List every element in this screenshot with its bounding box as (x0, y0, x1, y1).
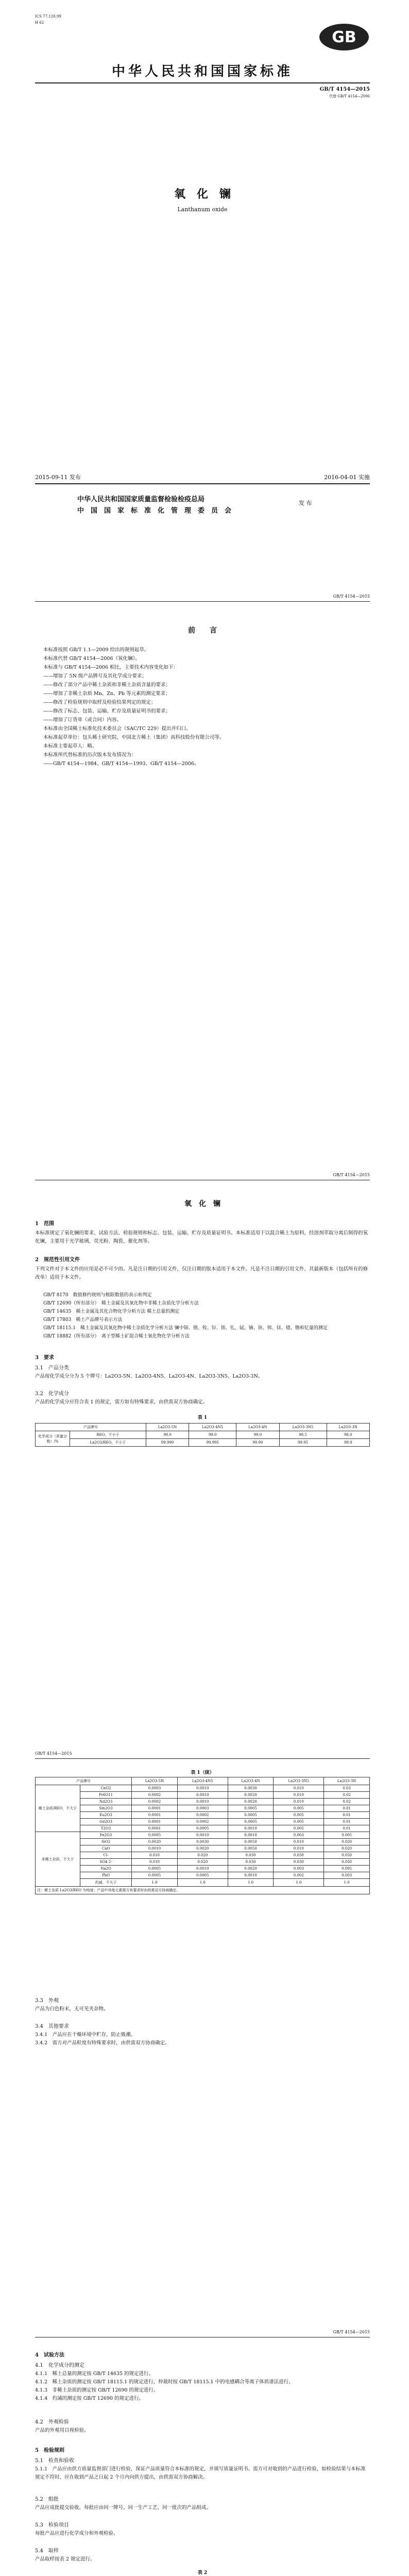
table-cell: 0.0010 (132, 1845, 178, 1852)
table-cell: 0.0010 (177, 1832, 228, 1839)
table-row (36, 1825, 370, 1832)
table-cell: 0.0030 (228, 1785, 274, 1792)
national-standard-title: 中华人民共和国国家标准 (111, 64, 293, 79)
section-4-2-heading: 4.2 外观检验 (35, 2419, 69, 2425)
table-cell: 0.010 (132, 1852, 178, 1859)
table-header-cell: La2O3-4N (236, 1423, 279, 1431)
table-group-label: 稀土杂质/REO，不大于 (36, 1785, 80, 1832)
section-3-3-heading: 3.3 外观 (35, 1998, 59, 2004)
table-1-part-b (35, 1777, 370, 1894)
table-cell: 0.0002 (177, 1819, 228, 1825)
header-rule (35, 601, 370, 602)
table-cell: 98.0 (327, 1431, 369, 1439)
table-cell: 0.0005 (228, 1819, 274, 1825)
table-cell: 99.95 (279, 1439, 327, 1447)
table-cell: 0.010 (274, 1839, 324, 1845)
table-cell: 灼减，不大于 (80, 1879, 132, 1887)
table-header-cell: La2O3-3N (327, 1423, 369, 1431)
table-cell: La2O3/REO，不小于 (70, 1439, 146, 1447)
table-cell: 0.0020 (177, 1845, 228, 1852)
table-row (36, 1852, 370, 1859)
table-cell: 1.0 (228, 1879, 274, 1887)
table-row (36, 1859, 370, 1866)
table-cell: 0.0010 (228, 1872, 274, 1879)
foreword-line: ——修改了标志、包装、运输、贮存及质量证明书的要求； (43, 708, 171, 714)
table-cell: SiO2 (80, 1839, 132, 1845)
ccs-code: H 62 (35, 21, 44, 25)
table-cell: 0.030 (274, 1859, 324, 1866)
table-row (36, 1819, 370, 1825)
table-cell: CaO (80, 1845, 132, 1852)
section-5-1-text: 5.1.1 产品应由供方质量监督部门进行检验，保证产品质量符合本标准的规定，并填写质量证明书。需方可对收到的产品进行检验，如检验结果与本标准规定不符时，应在收到产品之日起 2 个月内向供方提出，由供需双方协商解决。 (35, 2466, 366, 2480)
section-5-2-heading: 5.2 组批 (35, 2497, 59, 2502)
table-row (36, 1832, 370, 1839)
table-cell: Fe2O3 (80, 1832, 132, 1839)
clause-line: 3.4.1 产品应在干燥环境中贮存，防止吸潮。 (35, 2032, 136, 2038)
table-cell: 0.0020 (132, 1839, 178, 1845)
table-cell: 0.0010 (177, 1785, 228, 1792)
document-title-cn: 氧 化 镧 (174, 188, 231, 201)
table-cell: 0.0010 (228, 1825, 274, 1832)
body-page-2 (0, 1736, 409, 2315)
section-3-2-heading: 3.2 化学成分 (35, 1391, 69, 1397)
table-cell: Pr6O11 (80, 1792, 132, 1799)
page-header-std-no: GB/T 4154—2015 (35, 1751, 72, 1756)
table-note-row (36, 1887, 370, 1894)
table-cell: 0.003 (274, 1866, 324, 1872)
reference-item: GB/T 17803 稀土产品牌号表示方法 (43, 1317, 123, 1323)
issuer-line-1: 中华人民共和国国家质量监督检验检疫总局 (77, 496, 205, 503)
page-header-std-no: GB/T 4154—2015 (333, 594, 370, 599)
table-cell: 0.0001 (132, 1805, 178, 1812)
section-3-heading: 3 要求 (35, 1355, 54, 1361)
table-cell: 0.030 (228, 1852, 274, 1859)
table-cell: REO，不小于 (70, 1431, 146, 1439)
table-cell: 0.050 (324, 1852, 370, 1859)
table-header-cell: La2O3-3N5 (274, 1777, 324, 1785)
table-2-caption: 表 2 (197, 2570, 208, 2575)
body-page-1 (0, 1157, 409, 1736)
table-row (36, 1845, 370, 1852)
clause-line: 3.4.2 需方对产品粒度有特殊要求时，由供需双方协商确定。 (35, 2040, 170, 2046)
table-cell: 0.0020 (228, 1866, 274, 1872)
reference-item: GB/T 14635 稀土金属及其化合物化学分析方法 稀土总量的测定 (43, 1309, 180, 1314)
section-3-4-heading: 3.4 其他要求 (35, 2024, 69, 2029)
foreword-line: ——修改了部分产品中稀土杂质和非稀土杂质含量的要求； (43, 682, 171, 688)
table-cell: 0.0005 (132, 1872, 178, 1879)
section-4-1-body (35, 2370, 370, 2403)
table-cell: 0.0020 (228, 1792, 274, 1799)
table-header-cell: La2O3-3N5 (279, 1423, 327, 1431)
section-4-heading: 4 试验方法 (35, 2352, 64, 2358)
table-1-caption: 表 1 (197, 1415, 208, 1420)
section-2-heading: 2 规范性引用文件 (35, 1257, 80, 1263)
table-row (36, 1792, 370, 1799)
reference-item: GB/T 8170 数值修约规则与极限数值的表示和判定 (43, 1293, 152, 1298)
table-cell: 0.0005 (177, 1872, 228, 1879)
table-cell: 0.0002 (132, 1799, 178, 1805)
cover-page (0, 0, 409, 579)
foreword-line: 本标准所代替标准的历次版本发布情况为： (43, 752, 137, 758)
table-cell: 99.0 (236, 1431, 279, 1439)
foreword-line: ——GB/T 4154—1984、GB/T 4154—1993、GB/T 4154—2006。 (43, 761, 199, 767)
table-group-label: 非稀土杂质，不大于 (36, 1832, 80, 1887)
table-cell: 0.02 (324, 1799, 370, 1805)
table-row (36, 1812, 370, 1819)
table-cell: 0.002 (274, 1872, 324, 1879)
table-cell: Nd2O3 (80, 1799, 132, 1805)
page-header-std-no: GB/T 4154—2015 (333, 2330, 370, 2334)
foreword-title: 前 言 (188, 626, 217, 635)
document-title-en: Lanthanum oxide (177, 206, 228, 213)
table-cell: 0.0020 (228, 1799, 274, 1805)
table-cell: 1.0 (132, 1879, 178, 1887)
section-5-3-heading: 5.3 检验项目 (35, 2522, 69, 2528)
section-5-3-text: 每批产品应进行化学成分和外观检验。 (35, 2531, 118, 2536)
foreword-line: ——增加了订货单（或合同）内容。 (43, 717, 122, 723)
foreword-line: ——增加了 5N 级产品牌号及其化学成分要求； (43, 673, 147, 679)
table-cell: 0.0001 (132, 1812, 178, 1819)
table-cell: 0.0010 (177, 1799, 228, 1805)
table-cell: 0.005 (324, 1866, 370, 1872)
table-row (36, 1439, 370, 1447)
table-cell: 0.010 (274, 1792, 324, 1799)
table-cell: 0.0001 (132, 1825, 178, 1832)
table-cell: 0.005 (274, 1805, 324, 1812)
table-cell: 0.0005 (228, 1805, 274, 1812)
table-cell: 0.020 (324, 1839, 370, 1845)
table-cell: 0.0050 (228, 1845, 274, 1852)
issuer-line-2: 中 国 国 家 标 准 化 管 理 委 员 会 (77, 507, 232, 515)
table-cell: 0.0010 (177, 1866, 228, 1872)
section-3-3-text: 产品为白色粉末，无可见夹杂物。 (35, 2006, 109, 2012)
table-row (36, 1805, 370, 1812)
clause-line: 4.1.2 稀土杂质的测定按 GB/T 18115.1 的规定进行，仲裁时按 GB/T 18115.1 中的电感耦合等离子体质谱法进行。 (35, 2379, 294, 2385)
clause-line: 4.1.3 非稀土杂质的测定按 GB/T 12690 的规定进行。 (35, 2387, 159, 2393)
table-header-cell: La2O3-5N (132, 1777, 178, 1785)
table-header-cell: 产品牌号 (36, 1777, 132, 1785)
table-cell: 0.005 (274, 1819, 324, 1825)
replaces-note: 代替 GB/T 4154—2006 (329, 94, 370, 98)
table-cell: 0.0030 (177, 1839, 228, 1845)
table-cell: 0.030 (274, 1852, 324, 1859)
table-cell: 0.020 (324, 1845, 370, 1852)
foreword-line: ——修改了检验规则中取样及检验结果判定的规定； (43, 700, 156, 705)
table-row (36, 1879, 370, 1887)
table-header-cell: La2O3-4N5 (189, 1423, 236, 1431)
implementation-date: 2016-04-01 实施 (324, 474, 370, 481)
page-header-std-no: GB/T 4154—2015 (333, 1173, 370, 1177)
table-row (36, 1872, 370, 1879)
table-note: 注：稀土杂质 La2O3/REO 为纯度；产品中其他元素需方有要求时由供需双方协商确定。 (36, 1887, 370, 1894)
table-cell: 0.0010 (228, 1832, 274, 1839)
table-header-row (36, 1777, 370, 1785)
table-header-cell: La2O3-4N (228, 1777, 274, 1785)
body-page-3 (0, 2314, 409, 2576)
table-row (36, 1431, 370, 1439)
table-cell: 0.010 (132, 1859, 178, 1866)
table-cell: 0.0003 (177, 1805, 228, 1812)
section-1-heading: 1 范围 (35, 1221, 54, 1227)
foreword-line: 本标准主要起草人：略。 (43, 743, 97, 749)
table-cell: 0.0050 (228, 1839, 274, 1845)
table-cell: 0.005 (274, 1812, 324, 1819)
ics-code: ICS 77.120.99 (35, 14, 61, 19)
table-row-label: 化学成分（质量分数）/% (36, 1431, 70, 1447)
table-cell: 0.005 (274, 1825, 324, 1832)
section-5-2-text: 产品应成批提交验收，每批应由同一牌号、同一生产工艺、同一批次的产品组成。 (35, 2505, 212, 2511)
table-cell: 0.0005 (228, 1812, 274, 1819)
cover-rule-bottom (35, 483, 370, 484)
table-cell: 0.0002 (132, 1792, 178, 1799)
foreword-line: ——增加了非稀土杂质 Mn、Zn、Pb 等元素的测定要求； (43, 691, 171, 697)
table-cell: 0.010 (274, 1799, 324, 1805)
table-cell: PbO (80, 1872, 132, 1879)
table-cell: 99.995 (189, 1439, 236, 1447)
body-title: 氧 化 镧 (184, 1200, 220, 1208)
table-header-cell: 产品牌号 (36, 1423, 146, 1431)
clause-line: 4.1.1 稀土总量的测定按 GB/T 14635 的规定进行。 (35, 2371, 154, 2377)
table-cell: CeO2 (80, 1785, 132, 1792)
table-cell: Sm2O3 (80, 1805, 132, 1812)
table-cell: 0.005 (324, 1832, 370, 1839)
foreword-line: 本标准代替 GB/T 4154—2006《氧化镧》。 (43, 656, 140, 662)
reference-item: GB/T 18882（所有部分） 离子型稀土矿混合稀土氧化物化学分析方法 (43, 1334, 190, 1339)
table-cell: 98.5 (279, 1431, 327, 1439)
table-cell: 0.0005 (177, 1825, 228, 1832)
table-cell: 99.9 (327, 1439, 369, 1447)
section-3-2-text: 产品的化学成分应符合表 1 的规定，需方如有特殊要求，由供需双方协商确定。 (35, 1399, 208, 1405)
table-cell: Gd2O3 (80, 1819, 132, 1825)
section-4-2-text: 产品的外观用目视检验。 (35, 2428, 89, 2433)
table-row (36, 1866, 370, 1872)
table-cell: SO4 2- (80, 1859, 132, 1866)
table-cell: 99.99 (236, 1439, 279, 1447)
table-cell: 0.0001 (132, 1819, 178, 1825)
table-cell: 0.01 (324, 1825, 370, 1832)
table-header-cell: La2O3-5N (146, 1423, 189, 1431)
section-2-intro: 下列文件对于本文件的应用是必不可少的。凡是注日期的引用文件，仅注日期的版本适用于本文件。凡是不注日期的引用文件，其最新版本（包括所有的修改单）适用于本文件。 (35, 1266, 368, 1280)
table-header-cell: La2O3-3N (324, 1777, 370, 1785)
section-4-1-heading: 4.1 化学成分的测定 (35, 2363, 84, 2368)
table-cell: 0.03 (324, 1785, 370, 1792)
table-cell: 0.030 (228, 1859, 274, 1866)
section-5-1-heading: 5.1 检查和验收 (35, 2458, 74, 2464)
clause-line: 4.1.4 灼减的测定按 GB/T 12690 的规定进行。 (35, 2396, 144, 2401)
issue-date: 2015-09-11 发布 (35, 474, 81, 481)
table-cell: 0.010 (274, 1845, 324, 1852)
standard-number: GB/T 4154—2015 (319, 87, 370, 92)
table-cell: 1.0 (324, 1879, 370, 1887)
foreword-page (0, 579, 409, 1158)
table-header-row (36, 1423, 370, 1431)
issuer-suffix: 发 布 (299, 500, 312, 506)
table-cell: 0.0005 (132, 1866, 178, 1872)
section-3-4-body (35, 2031, 370, 2047)
section-3-1-text: 产品按化学成分分为 5 个牌号：La2O3-5N、La2O3-4N5、La2O3-4N、La2O3-3N5、La2O3-3N。 (35, 1374, 263, 1379)
table-cell: 0.020 (177, 1859, 228, 1866)
table-cell: 0.003 (274, 1832, 324, 1839)
table-cell: Y2O3 (80, 1825, 132, 1832)
foreword-line: 本标准由全国稀土标准化技术委员会（SAC/TC 229）提出并归口。 (43, 726, 191, 732)
table-cell: 1.0 (274, 1879, 324, 1887)
table-cell: Na2O (80, 1866, 132, 1872)
section-5-4-heading: 5.4 取样 (35, 2548, 59, 2554)
table-cell: Eu2O3 (80, 1812, 132, 1819)
table-cell: 0.0005 (132, 1832, 178, 1839)
table-cell: Cl- (80, 1852, 132, 1859)
foreword-line: 本标准与 GB/T 4154—2006 相比，主要技术内容变化如下： (43, 665, 179, 670)
header-rule (35, 1758, 370, 1759)
foreword-line: 本标准按照 GB/T 1.1—2009 给出的规则起草。 (43, 647, 149, 653)
table-1-continued-caption: 表 1（续） (191, 1770, 214, 1775)
foreword-line: 本标准起草单位：包头稀土研究院、中国北方稀土（集团）高科技股份有限公司等。 (43, 735, 225, 740)
table-cell: 0.01 (324, 1819, 370, 1825)
table-header-cell: La2O3-4N5 (177, 1777, 228, 1785)
table-cell: 1.0 (177, 1879, 228, 1887)
table-cell: 0.01 (324, 1812, 370, 1819)
foreword-body (43, 646, 368, 768)
table-row (36, 1785, 370, 1792)
table-cell: 0.020 (177, 1852, 228, 1859)
table-1-part-a (35, 1423, 370, 1447)
table-cell: 99.999 (146, 1439, 189, 1447)
table-row (36, 1799, 370, 1805)
table-row (36, 1839, 370, 1845)
cover-rule-top (35, 82, 370, 83)
table-cell: 99.0 (189, 1431, 236, 1439)
normative-references (43, 1291, 368, 1341)
gb-logo (318, 23, 370, 52)
section-1-text: 本标准规定了氧化镧的要求、试验方法、检验规则和标志、包装、运输、贮存及质量证明书。本标准适用于以混合稀土为原料，经溶剂萃取分离后制得的氧化镧，主要用于光学玻璃、荧光粉、陶瓷、催化剂等。 (35, 1230, 368, 1244)
section-5-heading: 5 检验规则 (35, 2448, 64, 2453)
table-cell: 0.01 (324, 1805, 370, 1812)
table-cell: 0.050 (324, 1859, 370, 1866)
reference-item: GB/T 12690（所有部分） 稀土金属及其氧化物中非稀土杂质化学分析方法 (43, 1301, 199, 1306)
table-cell: 0.0010 (177, 1792, 228, 1799)
section-5-4-text: 产品取样按表 2 规定进行。 (35, 2556, 95, 2562)
table-cell: 0.010 (274, 1785, 324, 1792)
reference-item: GB/T 18115.1 稀土金属及其氧化物中稀土杂质化学分析方法 镧中铈、镨、钕、钐、铕、钆、铽、镝、钬、铒、铥、镱、镥和钇量的测定 (43, 1326, 328, 1331)
gb-logo-text: GB (332, 28, 356, 46)
table-cell: 0.003 (324, 1872, 370, 1879)
section-3-1-heading: 3.1 产品分类 (35, 1365, 69, 1371)
table-cell: 0.0002 (177, 1812, 228, 1819)
table-cell: 0.0003 (132, 1785, 178, 1792)
table-cell: 0.02 (324, 1792, 370, 1799)
table-cell: 99.0 (146, 1431, 189, 1439)
